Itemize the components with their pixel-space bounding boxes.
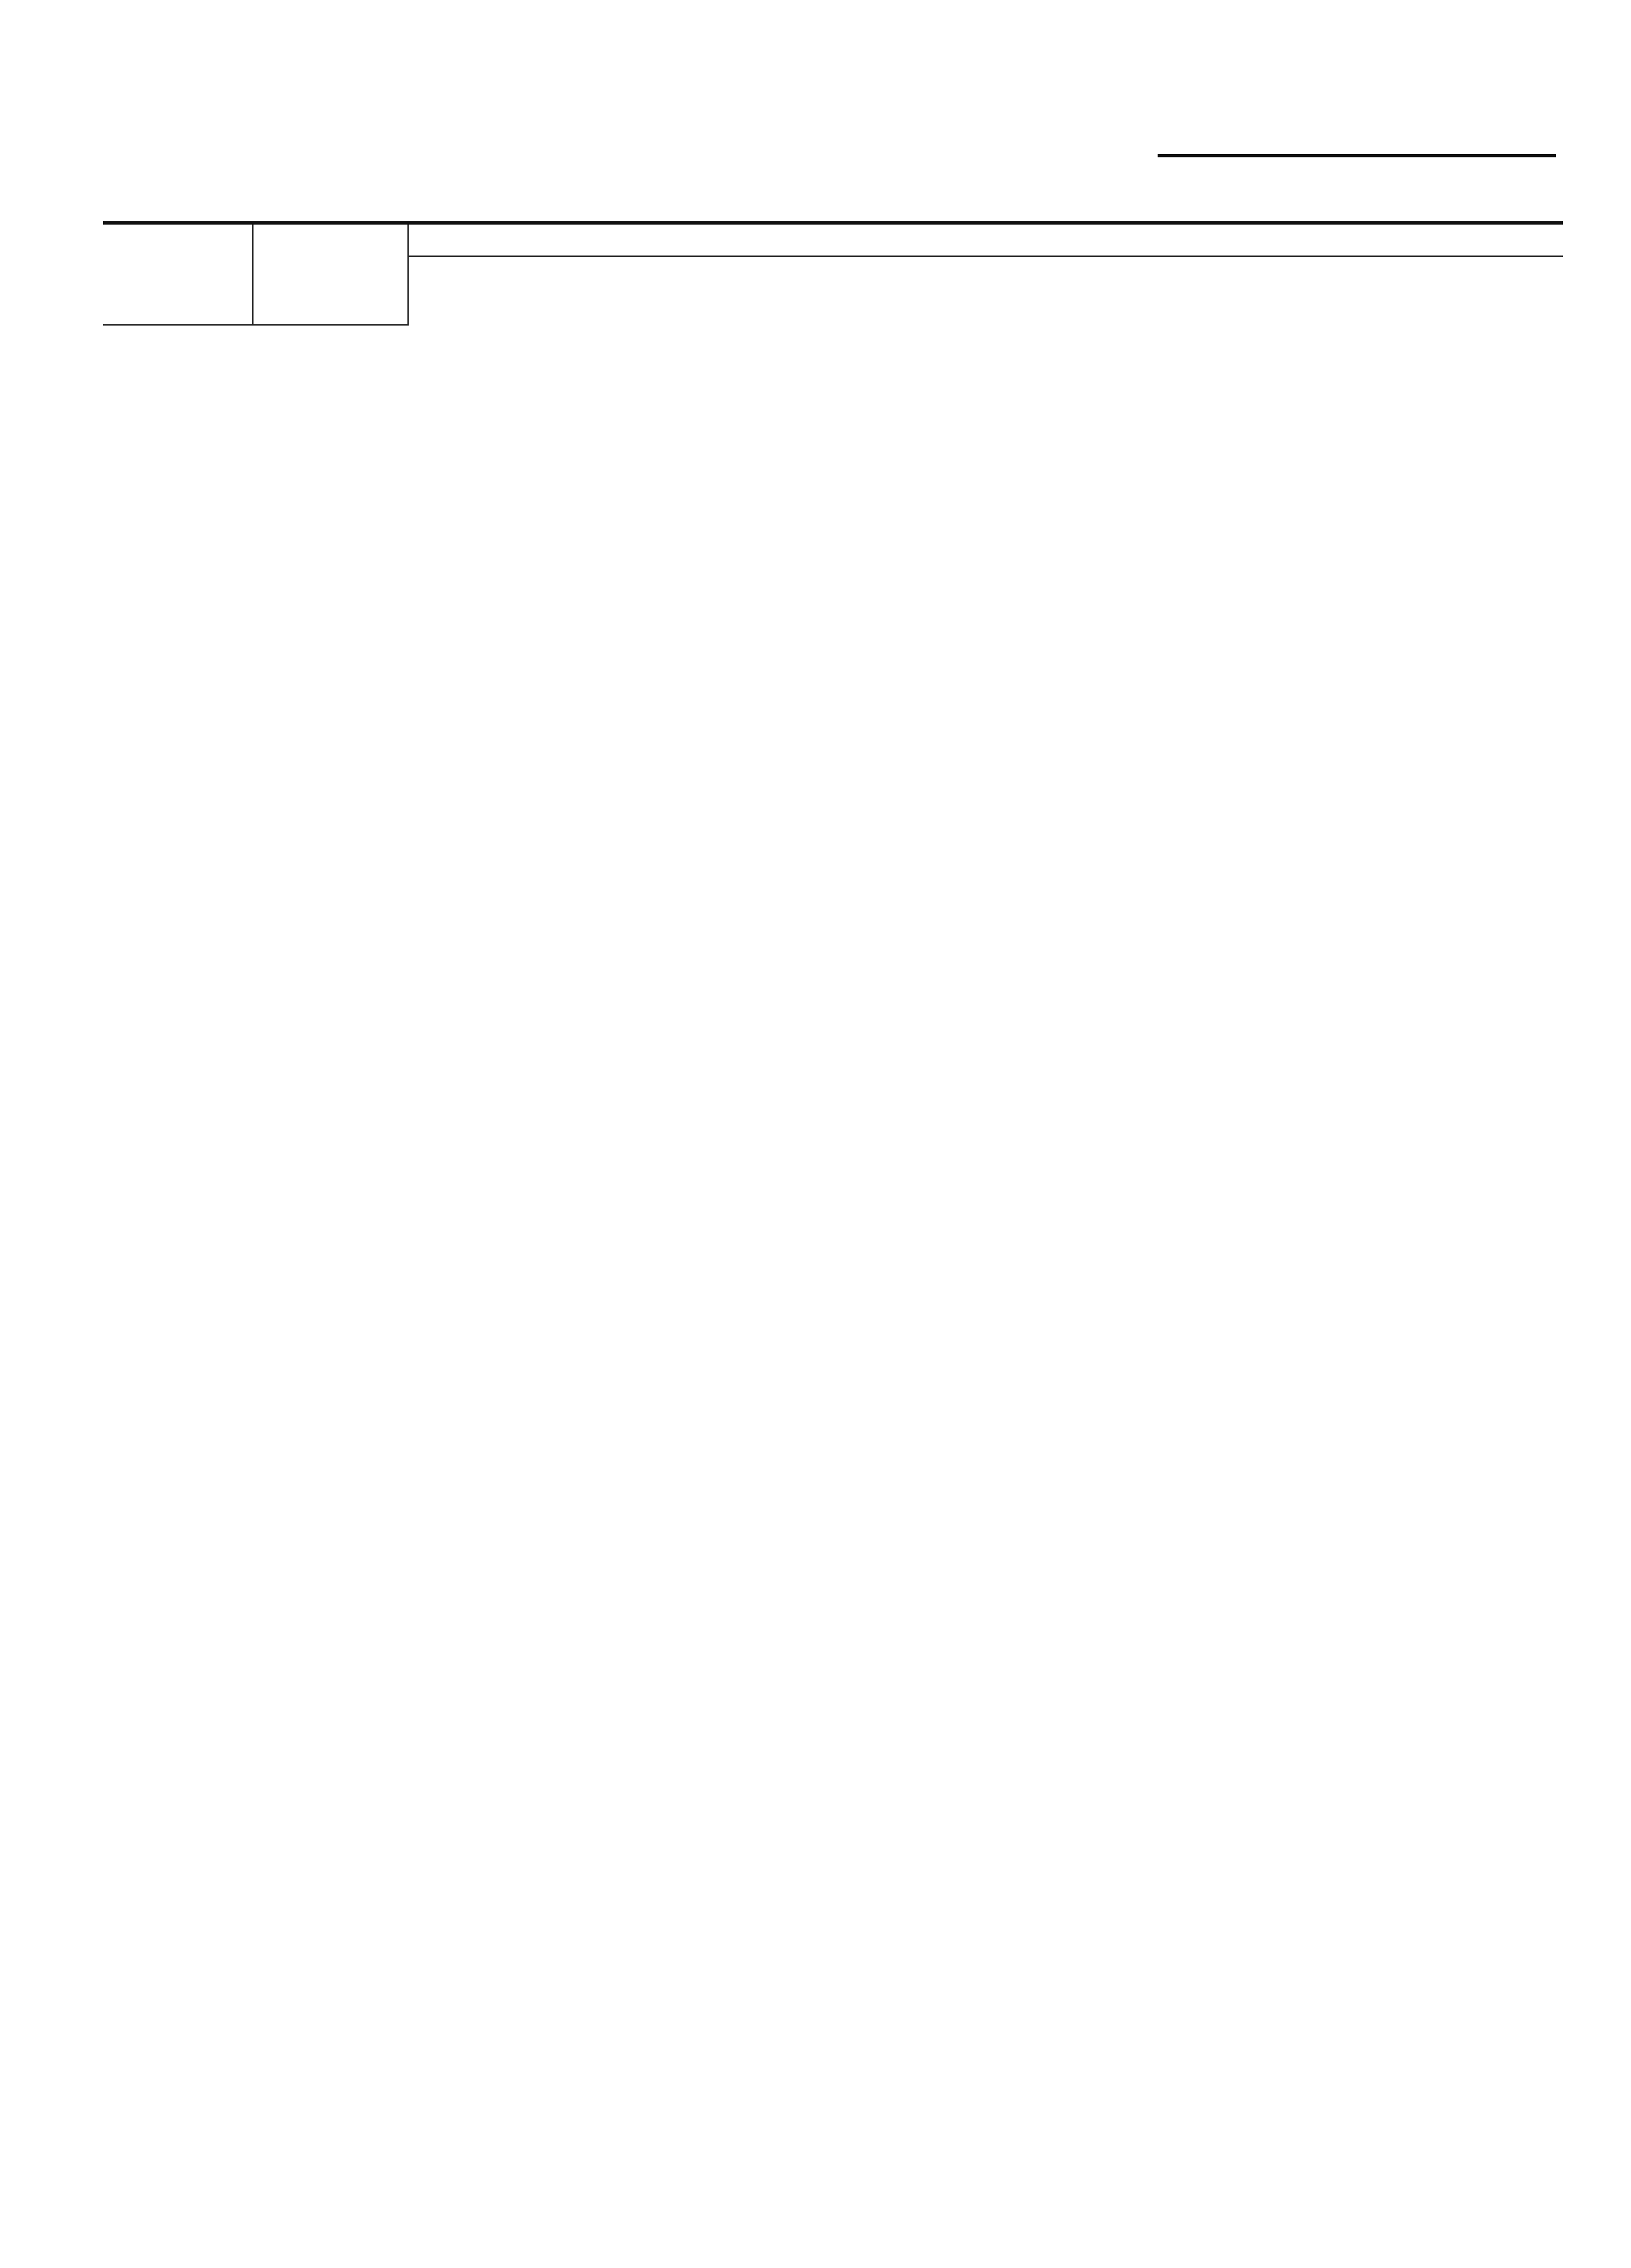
data-table [103, 221, 1563, 326]
header-height [103, 223, 253, 325]
page-header [1551, 109, 1564, 146]
header-rule [1158, 154, 1556, 157]
header-activity-group [408, 223, 1563, 256]
header-costs [253, 223, 407, 325]
